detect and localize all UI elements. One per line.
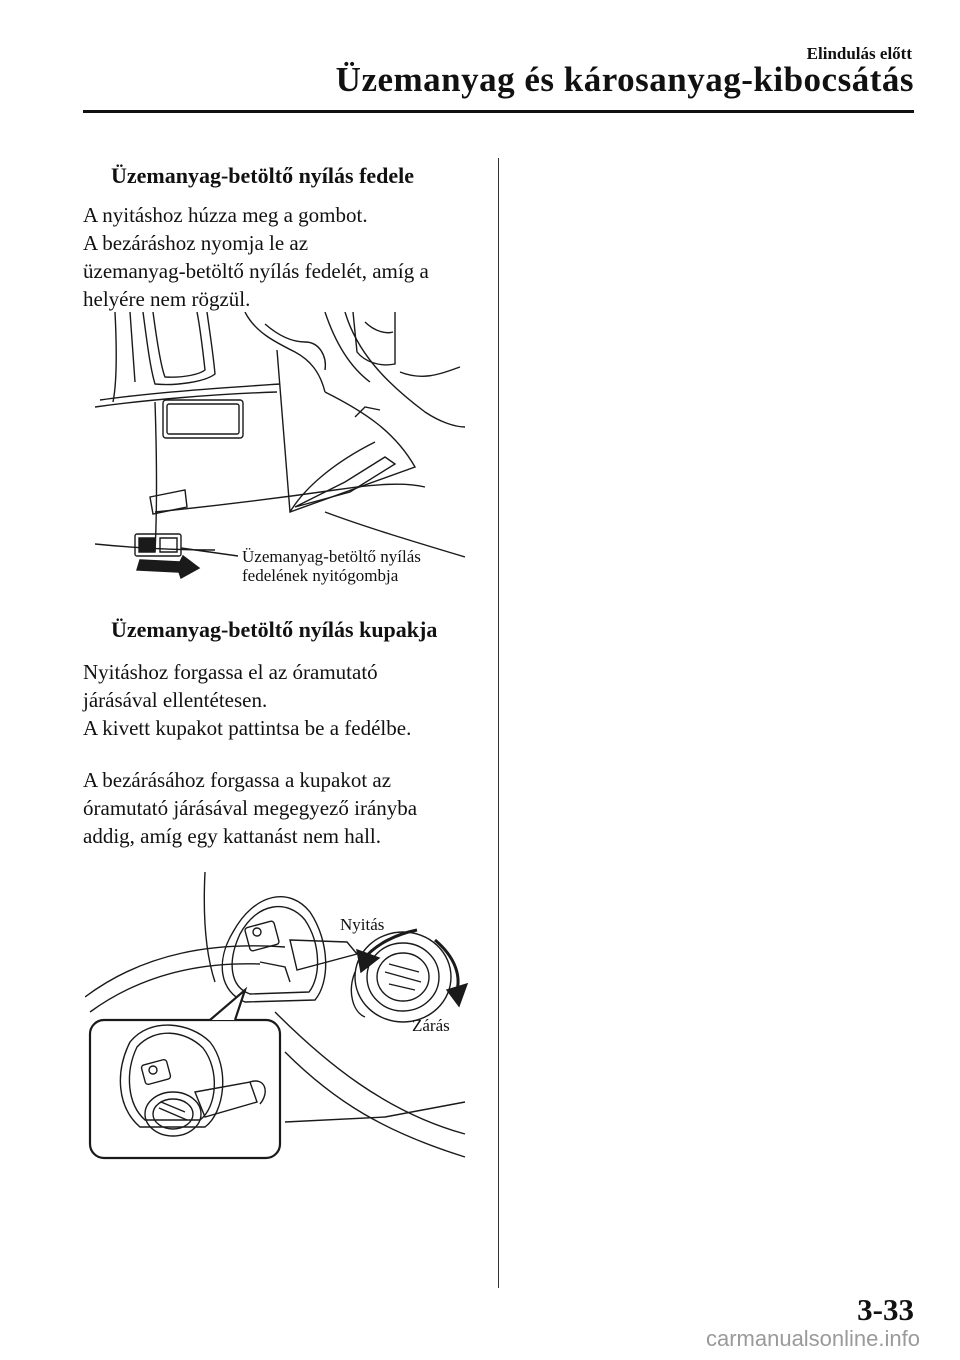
- text-line: üzemanyag-betöltő nyílás fedelét, amíg a: [83, 259, 429, 283]
- fuel-cap-heading: Üzemanyag-betöltő nyílás kupakja: [111, 617, 438, 642]
- text-line: óramutató járásával megegyező irányba: [83, 796, 418, 820]
- fuel-lid-opener-illustration: [95, 312, 465, 584]
- opener-label-line-2: fedelének nyitógombja: [242, 566, 399, 585]
- chapter-title: Elindulás előtt: [806, 44, 912, 63]
- open-direction-label: Nyitás: [340, 915, 385, 934]
- text-line: A bezáráshoz nyomja le az: [83, 231, 309, 255]
- text-line: A bezárásához forgassa a kupakot az: [83, 768, 392, 792]
- text-line: A nyitáshoz húzza meg a gombot.: [83, 203, 368, 227]
- header-rule: [83, 110, 914, 113]
- opener-label-line-1: Üzemanyag-betöltő nyílás: [242, 547, 421, 566]
- opener-label: [242, 547, 421, 585]
- text-line: járásával ellentétesen.: [83, 688, 268, 712]
- text-line: Nyitáshoz forgassa el az óramutató: [83, 660, 378, 684]
- fuel-lid-heading: Üzemanyag-betöltő nyílás fedele: [111, 163, 415, 188]
- text-line: addig, amíg egy kattanást nem hall.: [83, 824, 381, 848]
- fuel-cap-close-instructions: [83, 766, 483, 850]
- section-title: Üzemanyag és károsanyag-kibocsátás: [335, 60, 914, 99]
- text-line: helyére nem rögzül.: [83, 287, 251, 311]
- watermark: carmanualsonline.info: [705, 1326, 920, 1351]
- text-line: A kivett kupakot pattintsa be a fedélbe.: [83, 716, 412, 740]
- close-direction-label: Zárás: [412, 1016, 450, 1035]
- column-divider: [498, 158, 499, 1288]
- fuel-lid-instructions: [83, 201, 483, 313]
- page-number: 3-33: [857, 1292, 914, 1327]
- fuel-cap-open-instructions: [83, 658, 483, 742]
